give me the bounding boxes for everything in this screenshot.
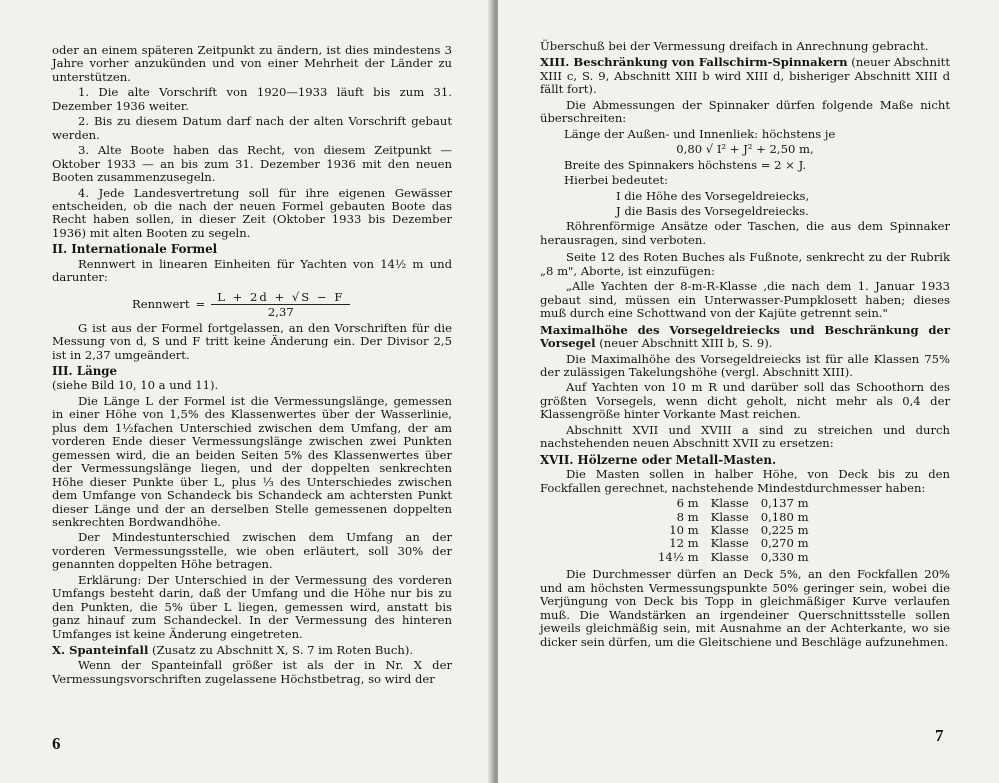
class-size: 12 m: [669, 536, 699, 551]
rule-4: 4. Jede Landesvertretung soll für ihre eigenen Gewässer entscheiden, ob die nach der neuen Formel gebauten Boote das Recht haben sollen, in dieser Zeit (Oktober 1933 bis Dezember 1936) mit alten Booten zu segeln.: [52, 185, 452, 240]
diameter-value: 0,270 m: [760, 536, 809, 551]
heading-spanteinfall-line: [52, 644, 452, 657]
class-word: Klasse: [710, 536, 749, 551]
definition-i: I die Höhe des Vorsegeldreiecks,: [616, 188, 810, 203]
mast-diameter-row: [652, 524, 815, 537]
diameter-value: 0,330 m: [760, 549, 809, 564]
diameter-value: 0,225 m: [760, 522, 809, 537]
spanteinfall-text: Wenn der Spanteinfall größer ist als der in Nr. X der Vermessungsvorschriften zugelassene Höchstbetrag, so wird der: [52, 658, 452, 686]
rule-3: 3. Alte Boote haben das Recht, von diesem Zeitpunkt — Oktober 1933 — an bis zum 31. Dezember 1936 mit den neuen Booten zusammenzusegeln.: [52, 143, 452, 185]
spinnaker-width-rule: Breite des Spinnakers höchstens = 2 × J.: [564, 157, 807, 172]
spinnaker-note: (neuer Abschnitt XIII c, S. 9, Abschnitt XIII b wird XIII d, bisheriger Abschnitt XIII d fällt fort).: [540, 55, 950, 97]
class-size: 6 m: [676, 496, 699, 511]
formula-intro: Rennwert in linearen Einheiten für Yachten von 14½ m und darunter:: [52, 256, 452, 285]
mast-diameter-row: [652, 551, 815, 564]
heading-spinnaker: XIII. Beschränkung von Fallschirm-Spinnakern: [540, 55, 848, 70]
rule-2: 2. Bis zu diesem Datum darf nach der alten Vorschrift gebaut werden.: [52, 114, 452, 142]
rating-formula: [132, 291, 452, 320]
spinnaker-leech-rule: Länge der Außen- und Innenliek: höchstens je: [564, 126, 836, 141]
formula-note: G ist aus der Formel fortgelassen, an den Vorschriften für die Messung von d, S und F tritt keine Änderung ein. Der Divisor 2,5 ist in 2,37 umgeändert.: [52, 320, 452, 362]
mast-taper-rules: Die Durchmesser dürfen an Deck 5%, an den Fockfallen 20% und am höchsten Vermessungspunkte 50% geringer sein, wobei die Verjüngung von Deck bis Topp in gleichmäßiger Kurve verlaufen muß. Die Wandstärken an irgendeiner Querschnittsstelle sollen jeweils gleichmäßig sein, mit Ausnahme an der Achterkante, wo sie dicker sein dürfen, um die Gleitschiene und Beschläge aufzunehmen.: [540, 567, 950, 649]
class-word: Klasse: [710, 496, 749, 511]
class-size: 14½ m: [658, 549, 699, 564]
left-page: [0, 0, 494, 783]
heading-foresail: Maximalhöhe des Vorsegeldreiecks und Beschränkung der Vorsegel: [540, 322, 950, 351]
heading-length: III. Länge: [52, 363, 118, 378]
left-text-column: [52, 44, 452, 688]
mast-diameter-row: [652, 497, 815, 510]
class-word: Klasse: [710, 522, 749, 537]
foresail-note: (neuer Abschnitt XIII b, S. 9).: [595, 336, 773, 351]
rule-1: 1. Die alte Vorschrift von 1920—1933 läuft bis zum 31. Dezember 1936 weiter.: [52, 85, 452, 113]
heading-foresail-line: [540, 324, 950, 351]
definition-j: J die Basis des Vorsegeldreiecks.: [616, 203, 809, 218]
length-reference: (siehe Bild 10, 10 a und 11).: [52, 378, 219, 393]
heading-spinnaker-line: [540, 56, 950, 96]
length-definition: Die Länge L der Formel ist die Vermessungslänge, gemessen in einer Höhe von 1,5% des Klassenwertes über der Wasserlinie, plus dem 1½fachen Unterschied zwischen dem Umfang, der am vorderen Ende dieser Vermessungslänge zwischen zwei Punkten gemessen wird, die an beiden Seiten 5% des Klassenwertes über der Vermessungslänge liegen, und der doppelten senkrechten Höhe dieser Punkte über L, plus ⅓ des Unterschiedes zwischen dem Umfange von Schandeck bis Schandeck am achtersten Punkt dieser Länge und der an derselben Stelle gemessenen doppelten senkrechten Bordwandhöhe.: [52, 393, 452, 529]
formula-equals: =: [195, 297, 206, 312]
formula-fraction: [211, 291, 350, 320]
minimum-difference: Der Mindestunterschied zwischen dem Umfang an der vorderen Vermessungsstelle, wie oben erläutert, soll 30% der genannten doppelten Höhe betragen.: [52, 530, 452, 572]
class-word: Klasse: [710, 549, 749, 564]
foresail-max-height: Die Maximalhöhe des Vorsegeldreiecks ist für alle Klassen 75% der zulässigen Takelungshöhe (vergl. Abschnitt XIII).: [540, 351, 950, 379]
definitions-label: Hierbei bedeutet:: [564, 173, 669, 188]
footnote-instruction: Seite 12 des Roten Buches als Fußnote, senkrecht zu der Rubrik „8 m", Aborte, ist einzufügen:: [540, 250, 950, 278]
mast-diameter-intro: Die Masten sollen in halber Höhe, von Deck bis zu den Fockfallen gerechnet, nachstehende Mindestdurchmesser haben:: [540, 467, 950, 495]
right-page: [498, 0, 999, 783]
formula-numerator: L + 2d + √S − F: [211, 291, 350, 305]
heading-masts: XVII. Hölzerne oder Metall-Masten.: [540, 452, 777, 467]
mast-diameter-table: [652, 497, 815, 564]
heading-spanteinfall: X. Spanteinfall: [52, 643, 149, 658]
class-size: 10 m: [669, 522, 699, 537]
spinnaker-leech-formula: 0,80 √ I² + J² + 2,50 m,: [676, 142, 814, 157]
explanation: Erklärung: Der Unterschied in der Vermessung des vorderen Umfangs besteht darin, daß der Umfang und die Höhe nur bis zu den Punkten, die 5% über L liegen, gemessen wird, anstatt bis ganz hinauf zum Schandeckel. In der Vermessung des hinteren Umfanges ist keine Änderung eingetreten.: [52, 572, 452, 641]
spinnaker-dimensions-intro: Die Abmessungen der Spinnaker dürfen folgende Maße nicht überschreiten:: [540, 97, 950, 126]
class-size: 8 m: [676, 509, 699, 524]
section-replacement: Abschnitt XVII und XVIII a sind zu streichen und durch nachstehenden neuen Abschnitt XVII zu ersetzen:: [540, 422, 950, 451]
footnote-quote: „Alle Yachten der 8-m-R-Klasse ,die nach dem 1. Januar 1933 gebaut sind, müssen ein Unterwasser-Pumpklosett haben; dieses muß durch eine Schottwand von der Kajüte getrennt sein.": [540, 279, 950, 321]
class-word: Klasse: [710, 509, 749, 524]
intro-paragraph: oder an einem späteren Zeitpunkt zu ändern, ist dies mindestens 3 Jahre vorher anzukünden und von einer Mehrheit der Länder zu unterstützen.: [52, 43, 452, 84]
heading-international-formula: II. Internationale Formel: [52, 242, 218, 257]
diameter-value: 0,137 m: [760, 496, 809, 511]
page-number-right: 7: [935, 726, 944, 745]
page-number-left: 6: [52, 734, 61, 753]
diameter-value: 0,180 m: [760, 509, 809, 524]
right-text-column: [540, 40, 950, 651]
formula-denominator: 2,37: [267, 305, 294, 320]
formula-label: Rennwert: [132, 297, 190, 312]
spanteinfall-note: (Zusatz zu Abschnitt X, S. 7 im Roten Buch).: [148, 643, 414, 658]
mast-diameter-row: [652, 511, 815, 524]
carryover-paragraph: Überschuß bei der Vermessung dreifach in Anrechnung gebracht.: [540, 39, 929, 53]
spinnaker-prohibition: Röhrenförmige Ansätze oder Taschen, die aus dem Spinnaker herausragen, sind verboten.: [540, 219, 950, 247]
mast-diameter-row: [652, 537, 815, 550]
foresail-clew-rule: Auf Yachten von 10 m R und darüber soll das Schoothorn des größten Vorsegels, wenn dicht geholt, nicht mehr als 0,4 der Klassengröße hinter Vorkante Mast reichen.: [540, 380, 950, 422]
